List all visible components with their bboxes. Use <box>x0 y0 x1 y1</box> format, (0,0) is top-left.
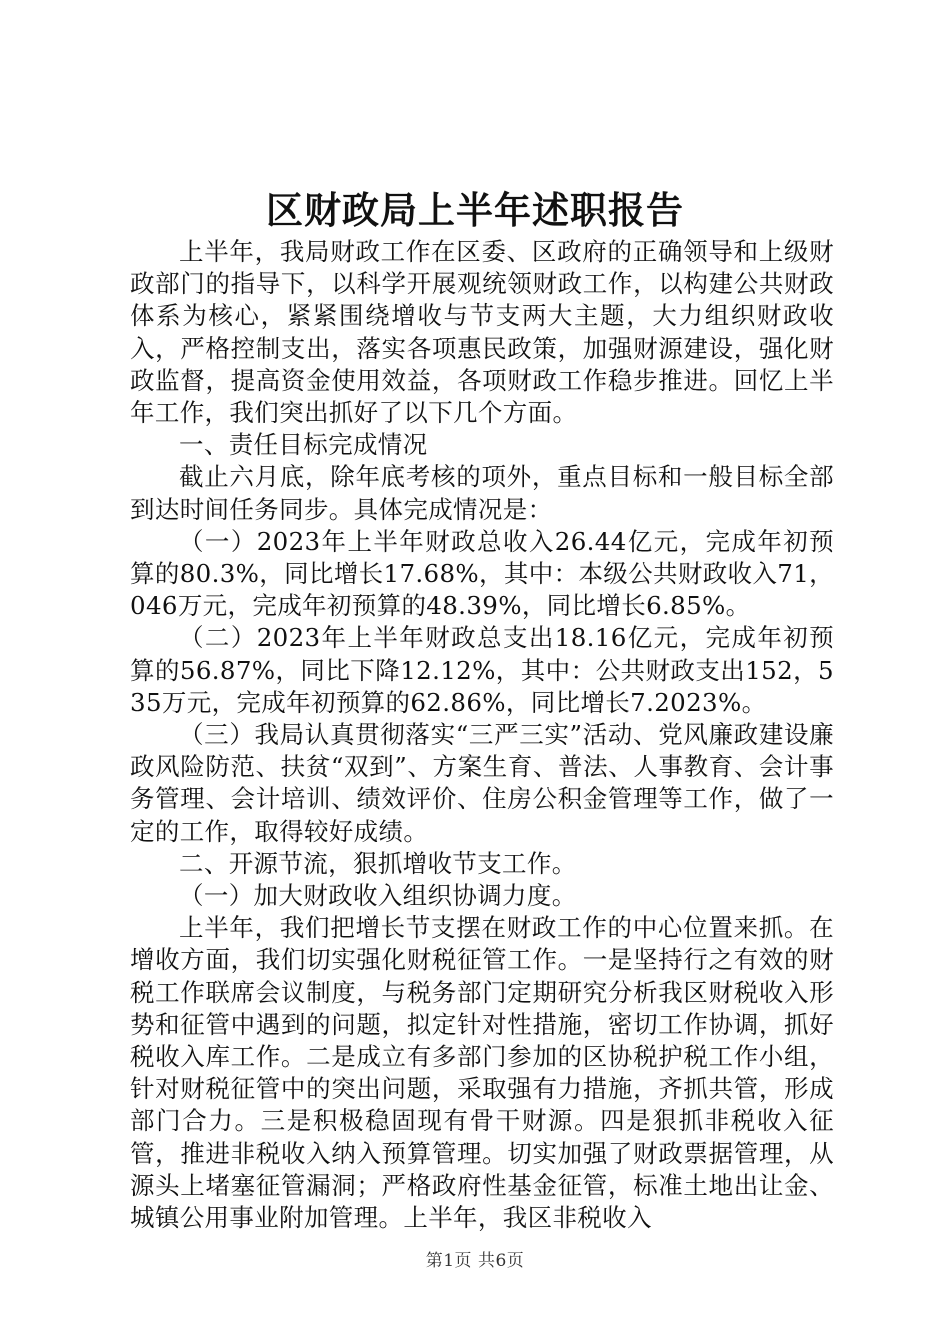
document-body <box>130 236 834 1234</box>
paragraph-progress: 截止六月底，除年底考核的项外，重点目标和一般目标全部到达时间任务同步。具体完成情况是： <box>130 462 834 524</box>
paragraph-revenue: （一）2023年上半年财政总收入26.44亿元，完成年初预算的80.3%，同比增长17.68%，其中：本级公共财政收入71，046万元，完成年初预算的48.39%，同比增长6.85%。 <box>130 526 834 621</box>
subsection-heading-1: （一）加大财政收入组织协调力度。 <box>179 881 577 911</box>
paragraph-activities: （三）我局认真贯彻落实“三严三实”活动、党风廉政建设廉政风险防范、扶贫“双到”、方案生育、普法、人事教育、会计事务管理、会计培训、绩效评价、住房公积金管理等工作，做了一定的工作，取得较好成绩。 <box>130 720 834 846</box>
document-title: 区财政局上半年述职报告 <box>266 188 684 232</box>
paragraph-expenditure: （二）2023年上半年财政总支出18.16亿元，完成年初预算的56.87%，同比下降12.12%，其中：公共财政支出152，535万元，完成年初预算的62.86%，同比增长7.2023%。 <box>130 623 834 717</box>
page-footer: 第1页 共6页 <box>425 1251 525 1271</box>
section-heading-1: 一、责任目标完成情况 <box>179 430 428 460</box>
paragraph-revenue-measures: 上半年，我们把增长节支摆在财政工作的中心位置来抓。在增收方面，我们切实强化财税征管工作。一是坚持行之有效的财税工作联席会议制度，与税务部门定期研究分析我区财税收入形势和征管中遇到的问题，拟定针对性措施，密切工作协调，抓好税收入库工作。二是成立有多部门参加的区协税护税工作小组，针对财税征管中的突出问题，采取强有力措施，齐抓共管，形成部门合力。三是积极稳固现有骨干财源。四是狠抓非税收入征管，推进非税收入纳入预算管理。切实加强了财政票据管理，从源头上堵塞征管漏洞；严格政府性基金征管，标准土地出让金、城镇公用事业附加管理。上半年，我区非税收入 <box>130 913 834 1233</box>
paragraph-intro: 上半年，我局财政工作在区委、区政府的正确领导和上级财政部门的指导下，以科学开展观统领财政工作，以构建公共财政体系为核心，紧紧围绕增收与节支两大主题，大力组织财政收入，严格控制支出，落实各项惠民政策，加强财源建设，强化财政监督，提高资金使用效益，各项财政工作稳步推进。回忆上半年工作，我们突出抓好了以下几个方面。 <box>130 237 834 428</box>
section-heading-2: 二、开源节流，狠抓增收节支工作。 <box>179 848 577 878</box>
